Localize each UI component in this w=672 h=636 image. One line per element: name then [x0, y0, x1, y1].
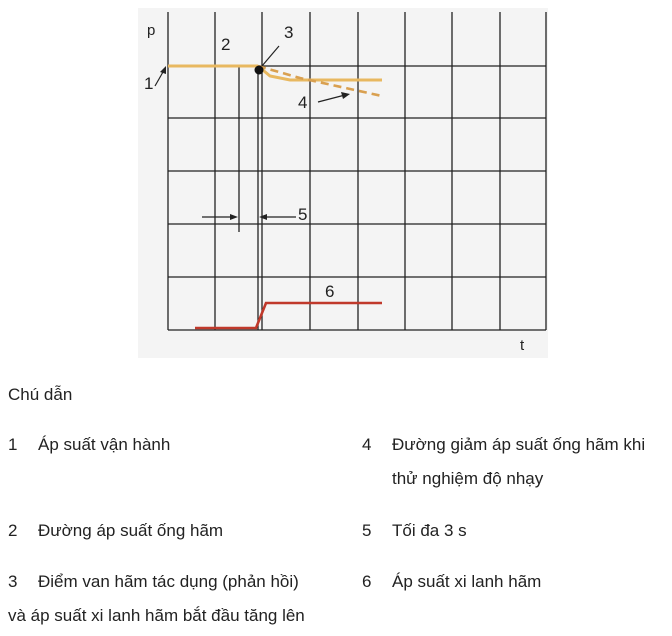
legend-num: 3 — [8, 572, 18, 591]
callout-2: 2 — [221, 35, 231, 54]
legend-item-3 — [8, 567, 348, 631]
legend-text-cont: và áp suất xi lanh hãm bắt đầu tăng lên — [8, 606, 305, 625]
legend-text: Đường áp suất ống hãm — [38, 521, 224, 540]
callout-1: 1 — [144, 74, 154, 93]
legend-text: Tối đa 3 s — [392, 521, 467, 540]
legend-text: Áp suất vận hành — [38, 435, 171, 454]
legend-num: 1 — [8, 435, 18, 454]
valve-action-point — [255, 66, 264, 75]
legend-item-4 — [362, 430, 667, 494]
y-axis-label: p — [147, 22, 156, 39]
legend-text: Áp suất xi lanh hãm — [392, 572, 542, 591]
callout-3: 3 — [284, 23, 294, 42]
callout-6: 6 — [325, 282, 335, 301]
legend-num: 6 — [362, 572, 372, 591]
x-axis-label: t — [520, 337, 525, 354]
legend-text: Đường giảm áp suất ống hãm khi — [392, 435, 646, 454]
legend-num: 5 — [362, 521, 372, 540]
legend-num: 4 — [362, 435, 372, 454]
legend-num: 2 — [8, 521, 18, 540]
callout-4: 4 — [298, 93, 308, 112]
legend-text-cont: thử nghiệm độ nhạy — [392, 469, 544, 488]
legend-title: Chú dẫn — [8, 385, 73, 404]
callout-5: 5 — [298, 205, 308, 224]
legend-text: Điểm van hãm tác dụng (phản hồi) — [38, 572, 299, 591]
diagram-panel — [138, 8, 548, 358]
